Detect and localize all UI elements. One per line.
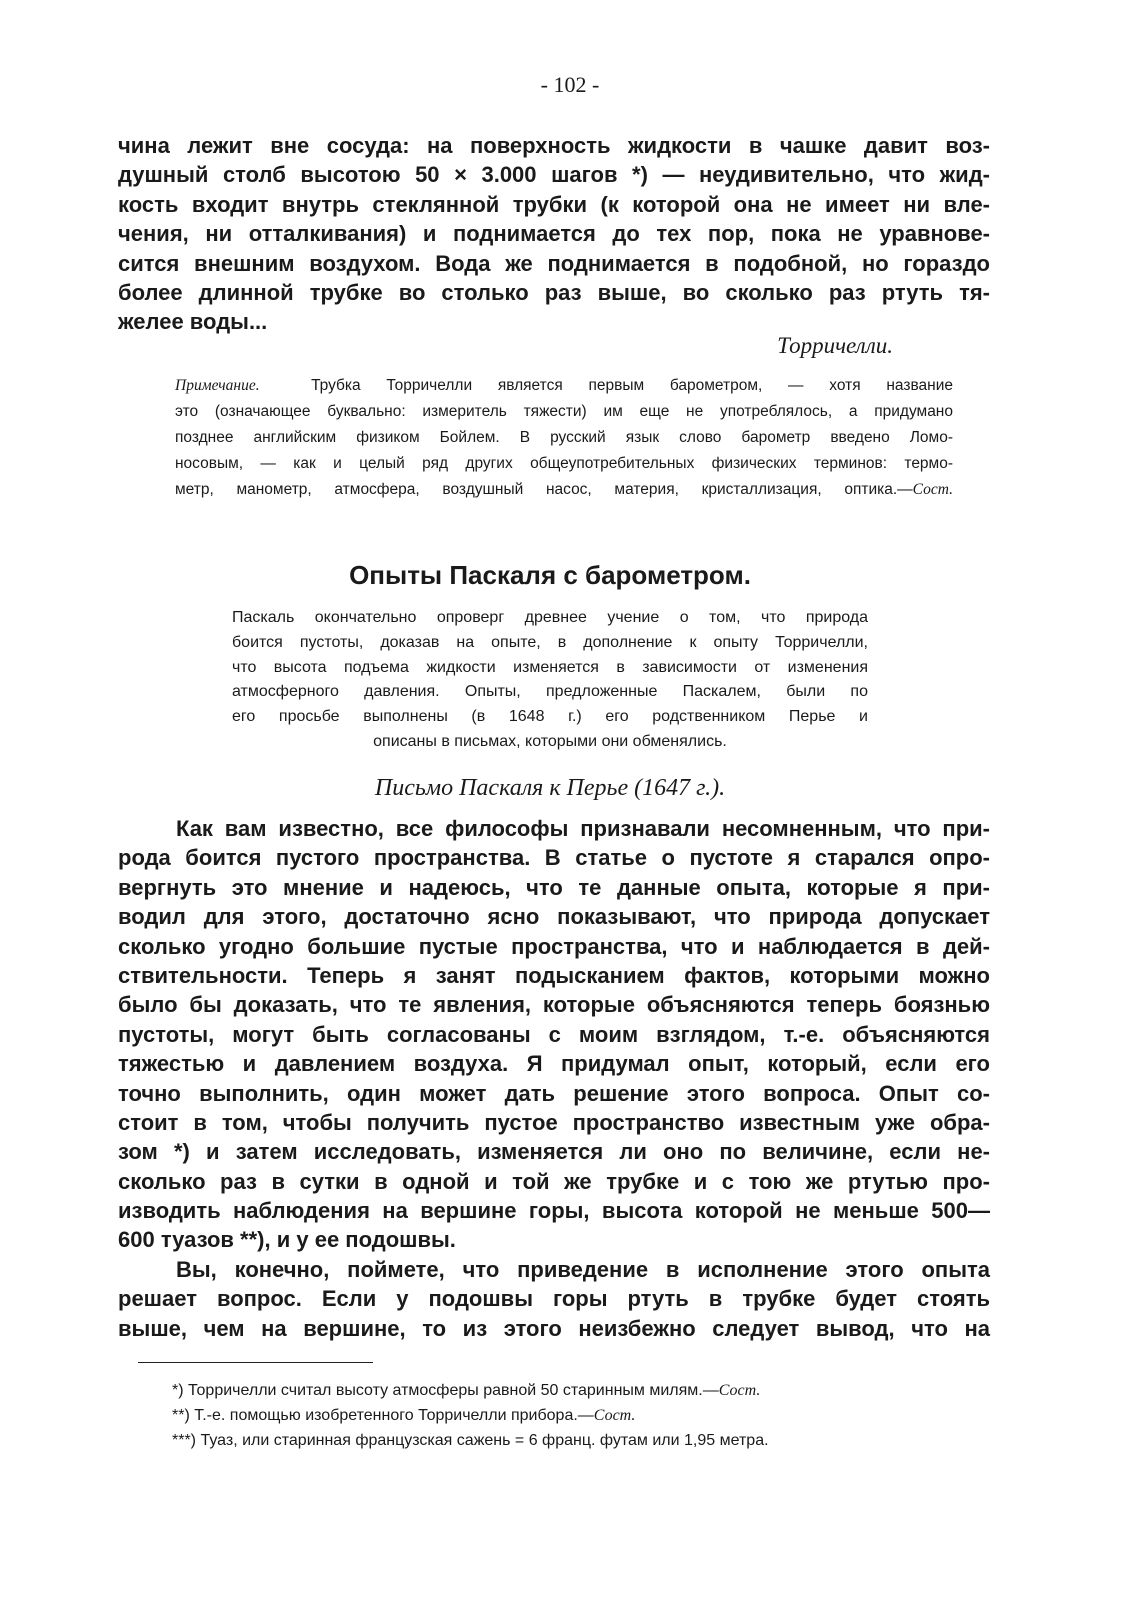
intro-line: его просьбе выполнены (в 1648 г.) его родственником Перье и bbox=[232, 708, 868, 726]
intro-line: описаны в письмах, которыми они обменялись. bbox=[373, 732, 727, 750]
intro-line: Паскаль окончательно опроверг древнее учение о том, что природа bbox=[232, 609, 868, 626]
intro-line: что высота подъема жидкости изменяется в зависимости от изменения bbox=[232, 658, 868, 676]
letter-title: Письмо Паскаля к Перье (1647 г.). bbox=[374, 775, 726, 801]
text-line: рода боится пустого пространства. В статье о пустоте я старался опро- bbox=[118, 845, 990, 871]
text-line: кость входит внутрь стеклянной трубки (к которой она не имеет ни вле- bbox=[118, 191, 990, 217]
note-line: это (означающее буквально: измеритель тяжести) им еще не употреблялось, а придумано bbox=[175, 403, 953, 420]
text-line: сится внешним воздухом. Вода же поднимается в подобной, но гораздо bbox=[118, 250, 990, 276]
footnote-text: ***) Туаз, или старинная французская сажень = 6 франц. футам или 1,95 метра. bbox=[172, 1432, 769, 1449]
text-line: чения, ни отталкивания) и поднимается до тех пор, пока не уравнове- bbox=[118, 221, 990, 247]
text-line: Как вам известно, все философы признавали несомненным, что при- bbox=[176, 816, 990, 841]
text-line: точно выполнить, один может дать решение этого вопроса. Опыт со- bbox=[118, 1080, 990, 1106]
footnote-text: **) Т.-е. помощью изобретенного Торричелли прибора.— bbox=[172, 1407, 594, 1424]
text-line: изводить наблюдения на вершине горы, высота которой не меньше 500— bbox=[118, 1198, 990, 1224]
note-text: Трубка Торричелли является первым барометром, — хотя название bbox=[311, 377, 953, 394]
text-line: стоит в том, чтобы получить пустое пространство известным уже обра- bbox=[118, 1109, 990, 1135]
text-line: было бы доказать, что те явления, которые объясняются теперь боязнью bbox=[118, 992, 990, 1018]
note-line bbox=[175, 373, 953, 399]
opening-paragraph bbox=[118, 131, 990, 337]
signature: Торричелли. bbox=[777, 333, 893, 358]
text-line: решает вопрос. Если у подошвы горы ртуть в трубке будет стоять bbox=[118, 1286, 990, 1312]
footnote-rule bbox=[138, 1362, 373, 1363]
text-line: Вы, конечно, поймете, что приведение в исполнение этого опыта bbox=[176, 1256, 990, 1282]
text-line: более длинной трубке во столько раз выше, во сколько раз ртуть тя- bbox=[118, 279, 990, 305]
footnote-text: *) Торричелли считал высоту атмосферы равной 50 старинным милям.— bbox=[172, 1382, 719, 1399]
footnote bbox=[172, 1428, 962, 1453]
intro-line: боится пустоты, доказав на опыте, в дополнение к опыту Торричелли, bbox=[232, 633, 868, 651]
section-heading: Опыты Паскаля с барометром. bbox=[349, 560, 751, 590]
text-line: 600 туазов **), и у ее подошвы. bbox=[118, 1227, 456, 1253]
footnote-credit: Сост. bbox=[593, 1407, 636, 1424]
note-line: позднее английским физиком Бойлем. В русский язык слово барометр введено Ломо- bbox=[175, 429, 953, 446]
note-line: носовым, — как и целый ряд других общеупотребительных физических терминов: термо- bbox=[175, 455, 953, 472]
note-line bbox=[175, 477, 953, 503]
note-text: метр, манометр, атмосфера, воздушный насос, материя, кристаллизация, оптика.— bbox=[175, 481, 913, 498]
text-line: чина лежит вне сосуда: на поверхность жидкости в чашке давит воз- bbox=[118, 133, 990, 158]
note-block bbox=[175, 373, 953, 503]
intro-line: атмосферного давления. Опыты, предложенные Паскалем, были по bbox=[232, 683, 868, 701]
text-line: ствительности. Теперь я занят подысканием фактов, которыми можно bbox=[118, 962, 990, 988]
page-number: - 102 - bbox=[540, 72, 600, 97]
footnote-credit: Сост. bbox=[718, 1382, 761, 1399]
text-line: тяжестью и давлением воздуха. Я придумал опыт, который, если его bbox=[118, 1051, 990, 1077]
text-line: пустоты, могут быть согласованы с моим взглядом, т.-е. объясняются bbox=[118, 1021, 990, 1047]
intro-block bbox=[232, 606, 868, 755]
text-line: сколько угодно большие пустые пространства, что и наблюдается в дей- bbox=[118, 933, 990, 959]
text-line: выше, чем на вершине, то из этого неизбежно следует вывод, что на bbox=[118, 1315, 990, 1341]
text-line: зом *) и затем исследовать, изменяется ли оно по величине, если не- bbox=[118, 1139, 990, 1165]
note-credit: Сост. bbox=[912, 481, 953, 498]
text-line: водил для этого, достаточно ясно показывают, что природа допускает bbox=[118, 904, 990, 930]
footnote bbox=[172, 1378, 962, 1403]
letter-body bbox=[118, 814, 990, 1343]
text-line: душный столб высотою 50 × 3.000 шагов *) — неудивительно, что жид- bbox=[118, 162, 990, 188]
text-line: вергнуть это мнение и надеюсь, что те данные опыта, которые я при- bbox=[118, 874, 990, 900]
text-line: желее воды... bbox=[118, 309, 268, 335]
note-label: Примечание. bbox=[175, 377, 260, 394]
footnote bbox=[172, 1403, 962, 1428]
text-line: сколько раз в сутки в одной и той же трубке и с тою же ртутью про- bbox=[118, 1168, 990, 1194]
footnotes bbox=[172, 1378, 962, 1453]
